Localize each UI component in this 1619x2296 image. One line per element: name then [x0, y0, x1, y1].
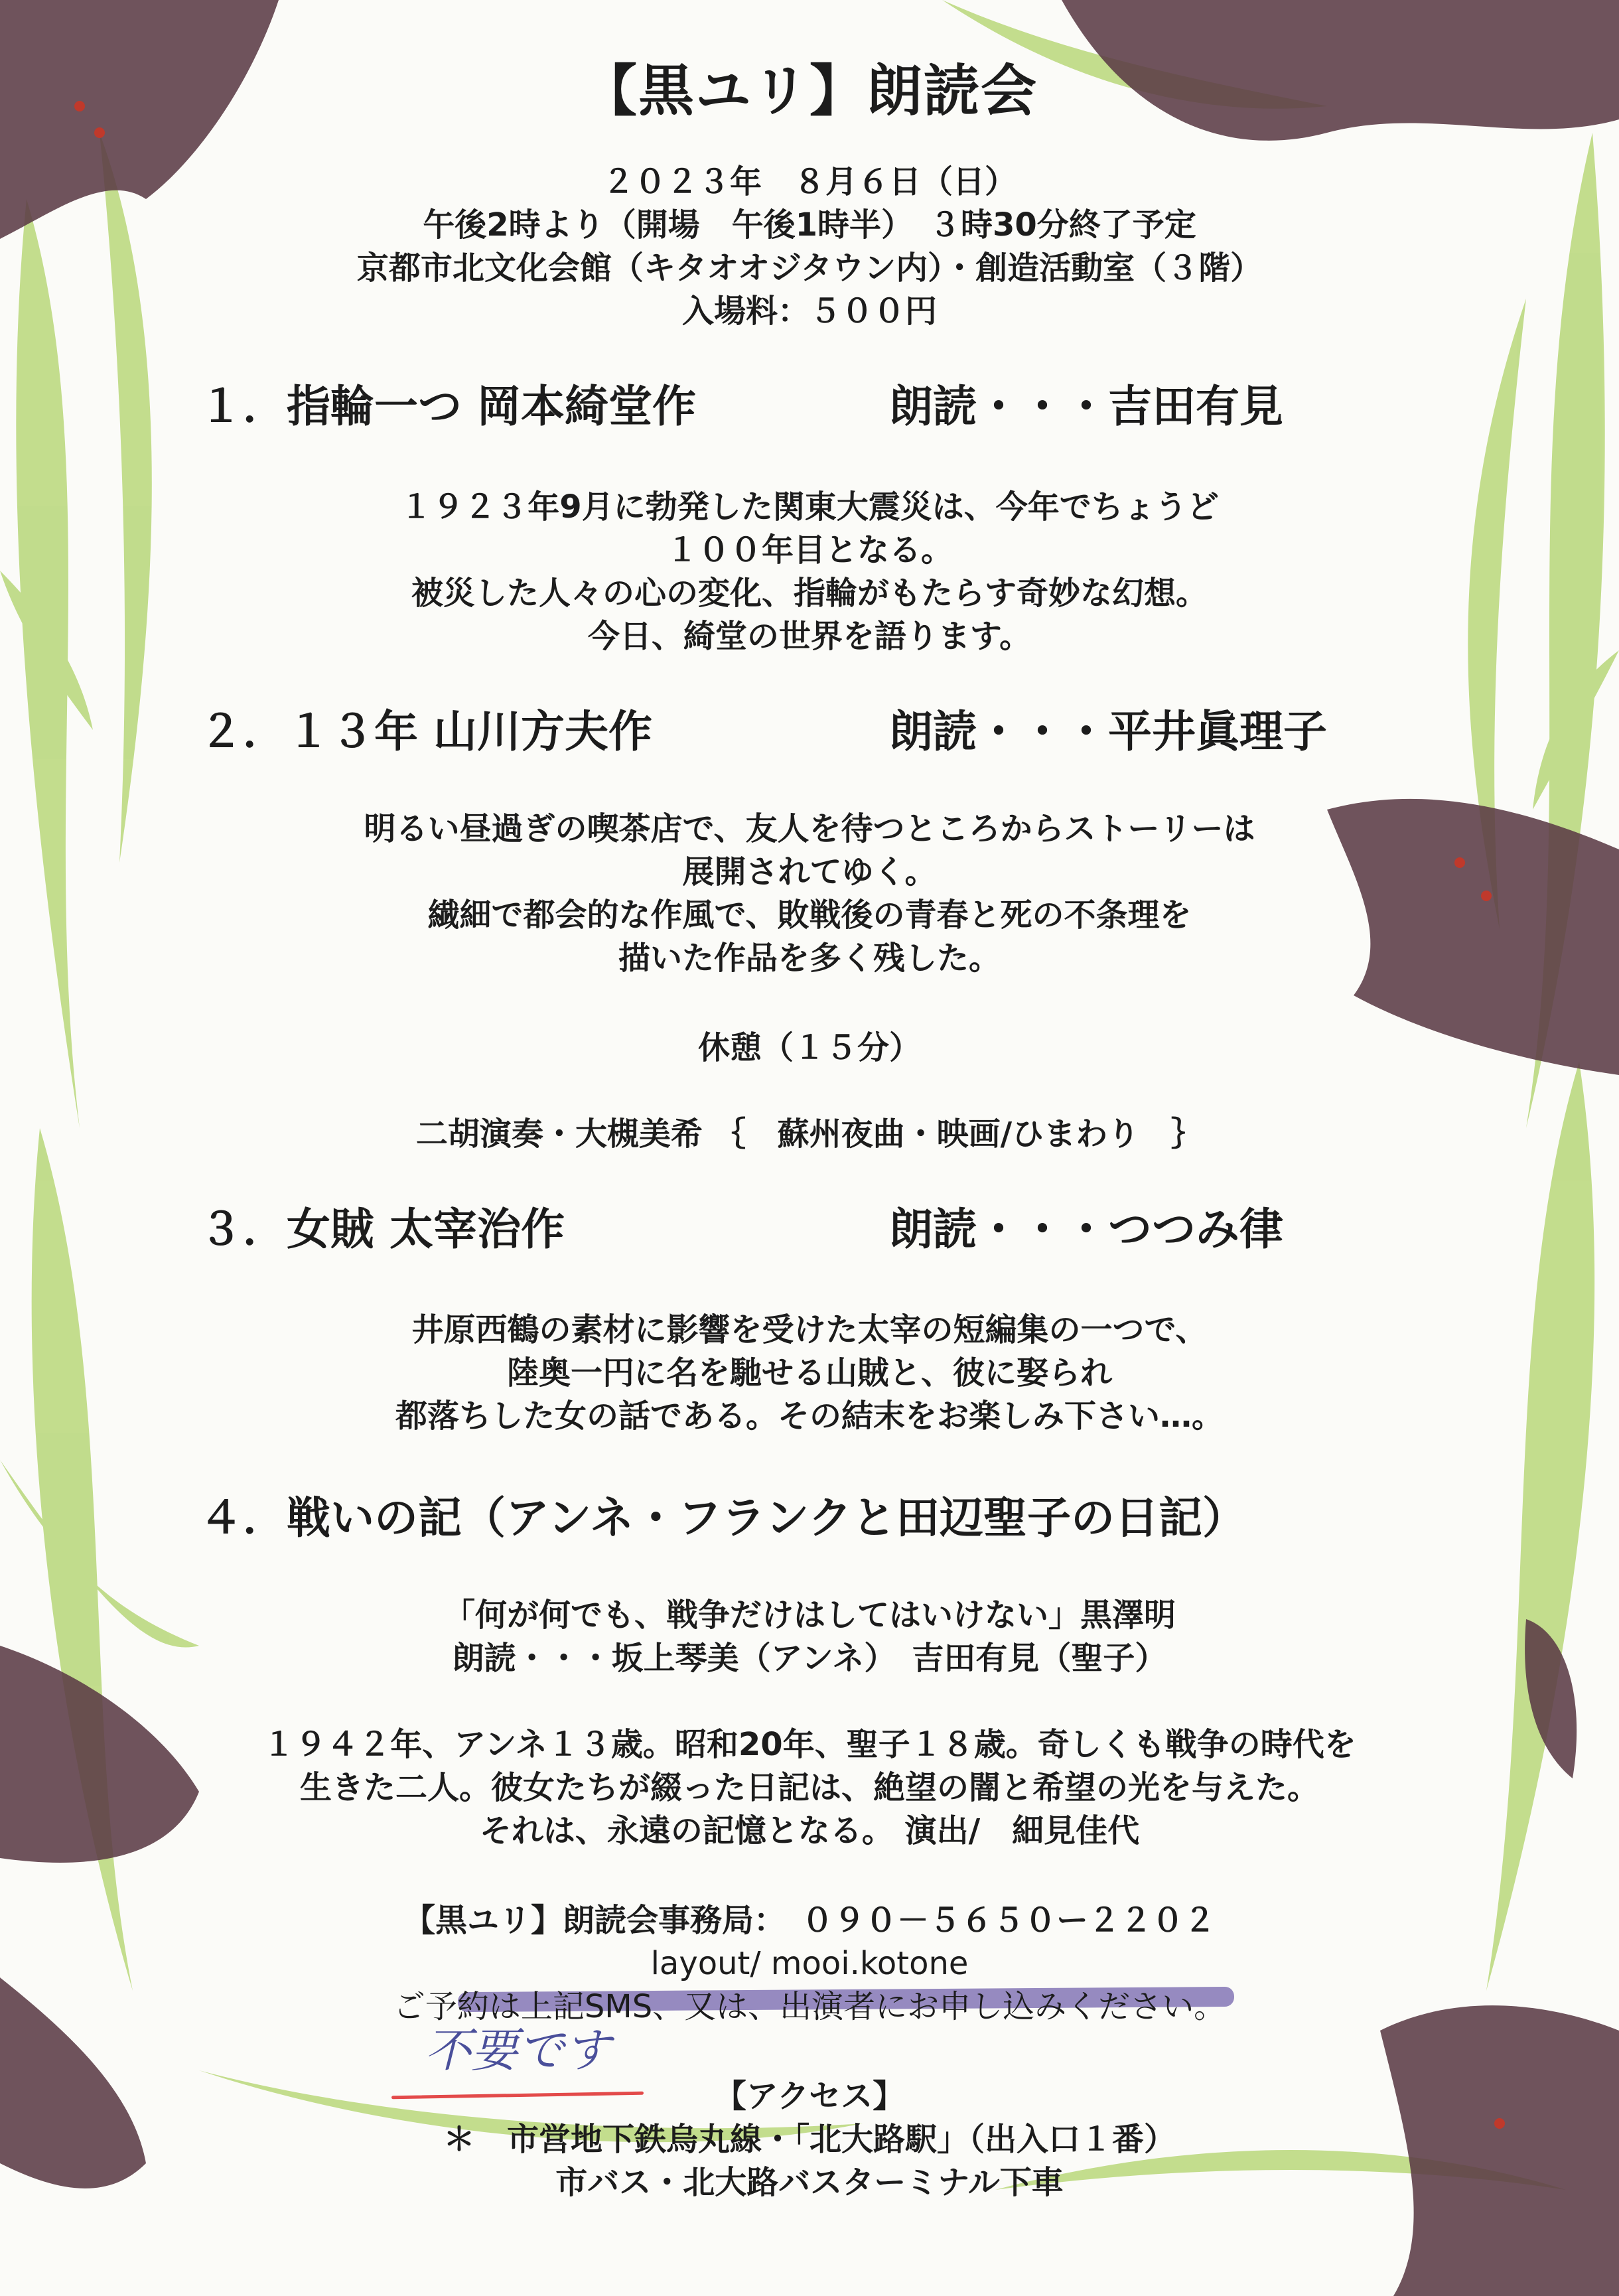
program-4-description-line: それは、永遠の記憶となる。 演出/ 細見佳代 [479, 1812, 1140, 1849]
lily-stamen [94, 127, 105, 138]
access-line-1: ＊ 市営地下鉄烏丸線・「北大路駅」（出入口１番） [443, 2121, 1176, 2158]
program-1-reader: 朗読・・・吉田有見 [889, 381, 1283, 432]
program-3-description-line: 陸奥一円に名を馳せる山賊と、彼に娶られ [506, 1354, 1112, 1392]
program-4-readers: 朗読・・・坂上琴美（アンネ） 吉田有見（聖子） [452, 1640, 1167, 1677]
program-2-description-line: 繊細で都会的な作風で、敗戦後の青春と死の不条理を [427, 897, 1192, 934]
program-4-description-line: １９４２年、アンネ１３歳。昭和20年、聖子１８歳。奇しくも戦争の時代を [263, 1726, 1356, 1763]
handwritten-note: 不要です [425, 2023, 610, 2078]
layout-credit: layout/ mooi.kotone [650, 1945, 969, 1982]
program-4-description-line: 生きた二人。彼女たちが綴った日記は、絶望の闇と希望の光を与えた。 [299, 1769, 1319, 1806]
program-3-description-line: 都落ちした女の話である。その結末をお楽しみ下さい…。 [395, 1398, 1224, 1435]
program-2-description-line: 明るい昼過ぎの喫茶店で、友人を待つところからストーリーは [364, 810, 1255, 847]
lily-flower-top-left [0, 0, 279, 239]
program-3-description-line: 井原西鶴の素材に影響を受けた太宰の短編集の一つで、 [411, 1311, 1208, 1348]
program-1-description-line: 被災した人々の心の変化、指輪がもたらす奇妙な幻想。 [411, 575, 1208, 612]
program-3-heading: ３．女賊 太宰治作 [199, 1204, 565, 1255]
program-2-reader: 朗読・・・平井眞理子 [889, 706, 1327, 757]
page-title: 【黒ユリ】朗読会 [581, 58, 1038, 123]
program-1-heading: １．指輪一つ 岡本綺堂作 [199, 381, 696, 432]
program-1-description-line: 今日、綺堂の世界を語ります。 [587, 618, 1032, 655]
program-1-description-line: １００年目となる。 [666, 532, 953, 569]
program-1-description-line: １９２３年9月に勃発した関東大震災は、今年でちょうど [400, 488, 1219, 526]
program-4-quote: 「何が何でも、戦争だけはしてはいけない」黒澤明 [443, 1597, 1176, 1634]
erhu-performance: 二胡演奏・大槻美希 ｛ 蘇州夜曲・映画/ひまわり ｝ [415, 1115, 1204, 1153]
event-venue: 京都市北文化会館（キタオオジタウン内）・創造活動室（３階） [356, 250, 1263, 287]
program-3-reader: 朗読・・・つつみ律 [889, 1204, 1283, 1255]
office-contact: 【黒ユリ】朗読会事務局： ０９０－５６５０ー２２０２ [403, 1902, 1216, 1939]
program-2-description-line: 描いた作品を多く残した。 [618, 940, 1001, 977]
leaf-decoration [1486, 1062, 1594, 1991]
event-date: ２０２３年 ８月６日（日） [602, 163, 1017, 200]
program-4-heading: ４．戦いの記（アンネ・フランクと田辺聖子の日記） [199, 1492, 1247, 1543]
program-2-heading: ２．１３年 山川方夫作 [199, 706, 652, 757]
event-time: 午後2時より（開場 午後1時半） ３時30分終了予定 [423, 206, 1196, 244]
access-line-2: 市バス・北大路バスターミナル下車 [555, 2164, 1064, 2201]
intermission: 休憩（１５分） [697, 1029, 921, 1066]
reservation-note: ご予約は上記SMS、又は、出演者にお申し込みください。 [393, 1988, 1226, 2025]
access-heading: 【アクセス】 [714, 2078, 905, 2115]
event-fee: 入場料：５００円 [681, 293, 937, 330]
program-2-description-line: 展開されてゆく。 [682, 853, 937, 891]
